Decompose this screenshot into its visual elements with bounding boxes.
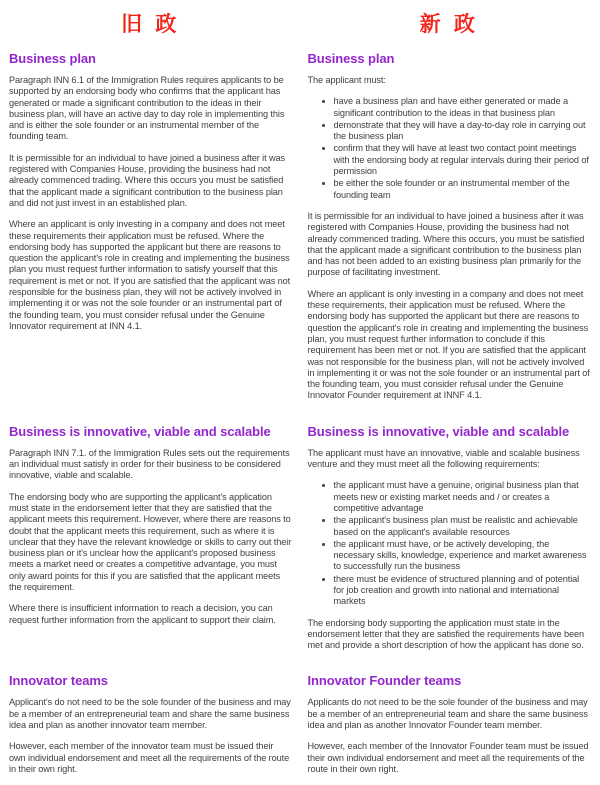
paragraph: Applicants do not need to be the sole founder of the business and may be a member of an entrepreneurial team and share the same business idea and plan as another Innovator Founder team member. bbox=[307, 697, 588, 731]
paragraph: However, each member of the Innovator Founder team must be issued their own individual endorsement and meet all the requirements of the route in their own right. bbox=[307, 741, 589, 774]
bullet-item: • there must be evidence of structured planning and of potential for job creation and growth into national and international markets bbox=[334, 574, 591, 608]
section-heading: Innovator Founder teams bbox=[307, 673, 462, 689]
paragraph: Paragraph INN 6.1 of the Immigration Rules requires applicants to be supported by an endorsing body who confirms that the applicant has generated or made a significant contribution to the ideas in their business plan, will have an active day to day role in implementing this and is either the sole founder or an instrumental member of the founding team. bbox=[9, 75, 285, 142]
bullet-item: • the applicant must have, or be actively developing, the necessary skills, knowledge, experience and market awareness to successfully run the business bbox=[334, 539, 591, 573]
old-policy-section-1 bbox=[9, 412, 292, 662]
section-heading: Business is innovative, viable and scalable bbox=[9, 423, 271, 439]
paragraph: However, each member of the innovator team must be issued their own individual endorsement and meet all the requirements of the route in their own right. bbox=[9, 741, 290, 774]
paragraph: Where there is insufficient information to reach a decision, you can request further information from the applicant to support their claim. bbox=[9, 603, 276, 625]
old-policy-title: 旧 政 bbox=[121, 12, 180, 36]
bullet-item: • demonstrate that they will have a day-to-day role in carrying out the business plan bbox=[334, 120, 591, 143]
bullet-item: • have a business plan and have either generated or made a significant contribution to the ideas in that business plan bbox=[334, 96, 591, 119]
new-policy-section-2 bbox=[308, 661, 591, 785]
paragraph: The applicant must have an innovative, viable and scalable business venture and they must meet all the following requirements: bbox=[307, 447, 580, 470]
paragraph: Where an applicant is only investing in a company and does not meet these requirements, their application must be refused. Where the endorsing body has supported the applicant but there are reasons to question the applicant's role in creating and implementing the business plan, you must request further information to conclude if this requirement has been met or not. If you are satisfied that the applicant was not responsible for the business plan, will not be actively involved in implementing it or was not the sole founder or an instrumental part of the founding team, you must consider refusal under the Genuine Innovator Founder requirement at INNF 4.1. bbox=[307, 288, 590, 401]
paragraph: Paragraph INN 7.1. of the Immigration Rules sets out the requirements an individual must satisfy in order for their business to be considered innovative, viable and scalable. bbox=[9, 447, 290, 481]
bullet-item: • the applicant's business plan must be realistic and achievable based on the applicant's available resources bbox=[334, 515, 591, 538]
paragraph: The endorsing body who are supporting the applicant's application must state in the endorsement letter that they are satisfied that the applicant meets this requirement. However, where there are reasons to doubt that the applicant meets this requirement, such as where it is unclear that they have the relevant knowledge or skills to carry out their business plan or it's unclear how the applicant's proposed business meets a market need or creates a competitive advantage, you must only award points for this if you are satisfied that the applicant meets the requirement. bbox=[9, 491, 292, 592]
bullet-item: • the applicant must have a genuine, original business plan that meets new or existing market needs and / or creates a competitive advantage bbox=[334, 480, 591, 514]
new-policy-section-0 bbox=[308, 39, 591, 412]
bullet-item: • confirm that they will have at least two contact point meetings with the endorsing body at regular intervals during their period of permission bbox=[334, 143, 591, 177]
old-policy-section-2 bbox=[9, 661, 292, 785]
bullet-list bbox=[308, 96, 591, 201]
paragraph: The endorsing body supporting the application must state in the endorsement letter that they are satisfied the requirements have been met and provide a short description of how the applicant has done so. bbox=[307, 617, 585, 651]
section-heading: Business plan bbox=[307, 51, 395, 66]
paragraph: It is permissible for an individual to have joined a business after it was registered with Companies House, providing the business had not already commenced trading. Where this occurs you must be satisfied that the applicant made a significant contribution to the business plan and did not just invest in an established plan. bbox=[9, 152, 286, 208]
paragraph: It is permissible for an individual to have joined a business after it was registered with Companies House, providing the business had not already commenced trading. Where this occurs, you must be satisfied that the applicant made a significant contribution to the business plan and has not been added to an existing business plan primarily for the purpose of facilitating investment. bbox=[307, 210, 585, 278]
section-heading: Business is innovative, viable and scalable bbox=[307, 423, 570, 439]
old-policy-section-0 bbox=[9, 39, 292, 412]
bullet-item: • be either the sole founder or an instrumental member of the founding team bbox=[334, 178, 591, 201]
paragraph: Applicant's do not need to be the sole founder of the business and may be a member of an entrepreneurial team and share the same business idea and plan as another innovator team member. bbox=[9, 697, 291, 731]
bullet-list bbox=[308, 480, 591, 607]
new-policy-title: 新 政 bbox=[419, 12, 478, 36]
section-heading: Business plan bbox=[9, 51, 96, 66]
paragraph: Where an applicant is only investing in a company and does not meet these requirements their application must be refused. Where the endorsing body has supported the applicant but there are reasons to question the applicant's role in creating and implementing the business plan you must request further information to satisfy yourself that this requirement is met or not. If you are satisfied that the applicant was not responsible for the business plan, they will not be actively involved in implementing it or was not the sole founder or an instrumental part of the founding team, you must consider refusal under the Genuine Innovator requirement at INN 4.1. bbox=[9, 219, 291, 331]
paragraph: The applicant must: bbox=[307, 75, 386, 85]
new-policy-section-1 bbox=[308, 412, 591, 662]
section-heading: Innovator teams bbox=[9, 673, 108, 689]
